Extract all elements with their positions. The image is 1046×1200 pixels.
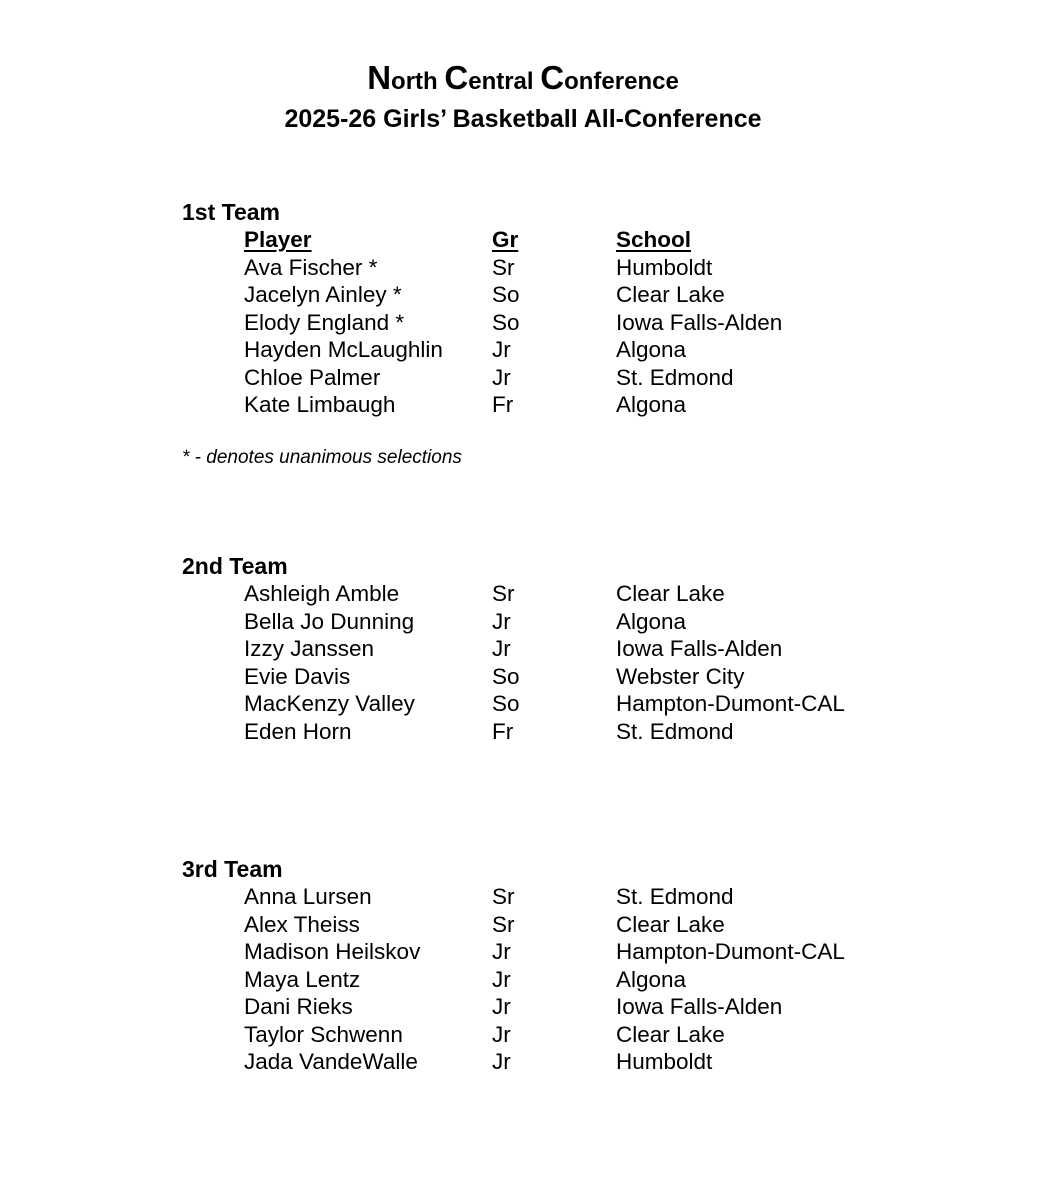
player-name: Madison Heilskov: [244, 939, 421, 964]
table-row: [182, 254, 942, 282]
table-row: [182, 993, 942, 1021]
player-name: Eden Horn: [244, 718, 352, 744]
player-name: Bella Jo Dunning: [244, 608, 415, 634]
player-school: Webster City: [616, 663, 745, 689]
player-name: Maya Lentz: [244, 966, 361, 992]
player-school: Hampton-Dumont-CAL: [616, 691, 845, 716]
player-grade: So: [492, 282, 520, 307]
player-name: Taylor Schwenn: [244, 1021, 403, 1047]
player-school: St. Edmond: [616, 364, 734, 390]
section-heading: 2nd Team: [182, 553, 288, 579]
section-second-team: [182, 552, 942, 745]
column-header-grade: Gr: [492, 227, 519, 252]
player-school: Clear Lake: [616, 1021, 725, 1047]
player-name: Alex Theiss: [244, 911, 360, 937]
player-school: Clear Lake: [616, 911, 725, 937]
player-grade: Jr: [492, 1049, 511, 1074]
table-row: [182, 635, 942, 663]
player-name: Dani Rieks: [244, 994, 353, 1019]
section-heading: 3rd Team: [182, 856, 283, 882]
title-initial-c2: C: [540, 59, 565, 96]
player-school: St. Edmond: [616, 718, 734, 744]
title-initial-n: N: [367, 59, 392, 96]
player-grade: Fr: [492, 718, 514, 744]
table-row: [182, 391, 942, 419]
title-word-central: entral: [468, 68, 541, 95]
player-school: Humboldt: [616, 254, 713, 280]
player-school: Algona: [616, 337, 687, 362]
player-name: Chloe Palmer: [244, 364, 381, 390]
player-grade: Jr: [492, 1021, 511, 1047]
table-row: [182, 718, 942, 746]
player-grade: So: [492, 309, 520, 335]
player-school: Iowa Falls-Alden: [616, 994, 783, 1019]
table-row: [182, 690, 942, 718]
column-header-row: [182, 226, 942, 254]
column-header-school: School: [616, 227, 692, 252]
table-row: [182, 911, 942, 939]
player-name: Jacelyn Ainley *: [244, 282, 402, 307]
player-name: Ava Fischer *: [244, 254, 378, 280]
player-name: Ashleigh Amble: [244, 581, 400, 606]
table-row: [182, 608, 942, 636]
table-row: [182, 663, 942, 691]
player-grade: Sr: [492, 581, 515, 606]
column-header-player: Player: [244, 227, 312, 252]
page-title: [0, 56, 1046, 104]
player-school: Iowa Falls-Alden: [616, 309, 783, 335]
player-grade: So: [492, 663, 520, 689]
player-grade: Jr: [492, 994, 511, 1019]
player-school: St. Edmond: [616, 884, 734, 909]
player-grade: Sr: [492, 254, 515, 280]
title-initial-c1: C: [444, 59, 469, 96]
player-name: Izzy Janssen: [244, 636, 375, 661]
section-first-team: [182, 198, 942, 419]
player-name: Jada VandeWalle: [244, 1049, 418, 1074]
table-row: [182, 336, 942, 364]
player-school: Algona: [616, 966, 687, 992]
player-school: Iowa Falls-Alden: [616, 636, 783, 661]
player-grade: Sr: [492, 884, 515, 909]
player-school: Humboldt: [616, 1049, 713, 1074]
player-name: Kate Limbaugh: [244, 392, 396, 417]
footnote: * - denotes unanimous selections: [182, 447, 462, 468]
player-grade: Fr: [492, 392, 514, 417]
player-name: Elody England *: [244, 309, 405, 335]
table-row: [182, 281, 942, 309]
player-grade: Jr: [492, 364, 511, 390]
player-school: Clear Lake: [616, 581, 725, 606]
player-name: Evie Davis: [244, 663, 351, 689]
player-grade: Sr: [492, 911, 515, 937]
table-row: [182, 309, 942, 337]
title-word-north: orth: [391, 68, 445, 95]
table-row: [182, 364, 942, 392]
player-school: Algona: [616, 392, 687, 417]
section-heading: 1st Team: [182, 199, 281, 225]
player-grade: Jr: [492, 939, 511, 964]
table-row: [182, 1048, 942, 1076]
player-school: Algona: [616, 608, 687, 634]
table-row: [182, 938, 942, 966]
player-grade: Jr: [492, 966, 511, 992]
player-school: Hampton-Dumont-CAL: [616, 939, 845, 964]
title-word-conference: onference: [564, 68, 679, 95]
player-grade: So: [492, 691, 520, 716]
table-row: [182, 966, 942, 994]
player-grade: Jr: [492, 608, 511, 634]
player-school: Clear Lake: [616, 282, 725, 307]
player-name: MacKenzy Valley: [244, 691, 415, 716]
player-grade: Jr: [492, 337, 511, 362]
section-third-team: [182, 855, 942, 1076]
page-subtitle: 2025-26 Girls’ Basketball All-Conference: [284, 105, 762, 133]
player-name: Hayden McLaughlin: [244, 337, 443, 362]
table-row: [182, 883, 942, 911]
table-row: [182, 1021, 942, 1049]
player-grade: Jr: [492, 636, 511, 661]
player-name: Anna Lursen: [244, 884, 372, 909]
table-row: [182, 580, 942, 608]
